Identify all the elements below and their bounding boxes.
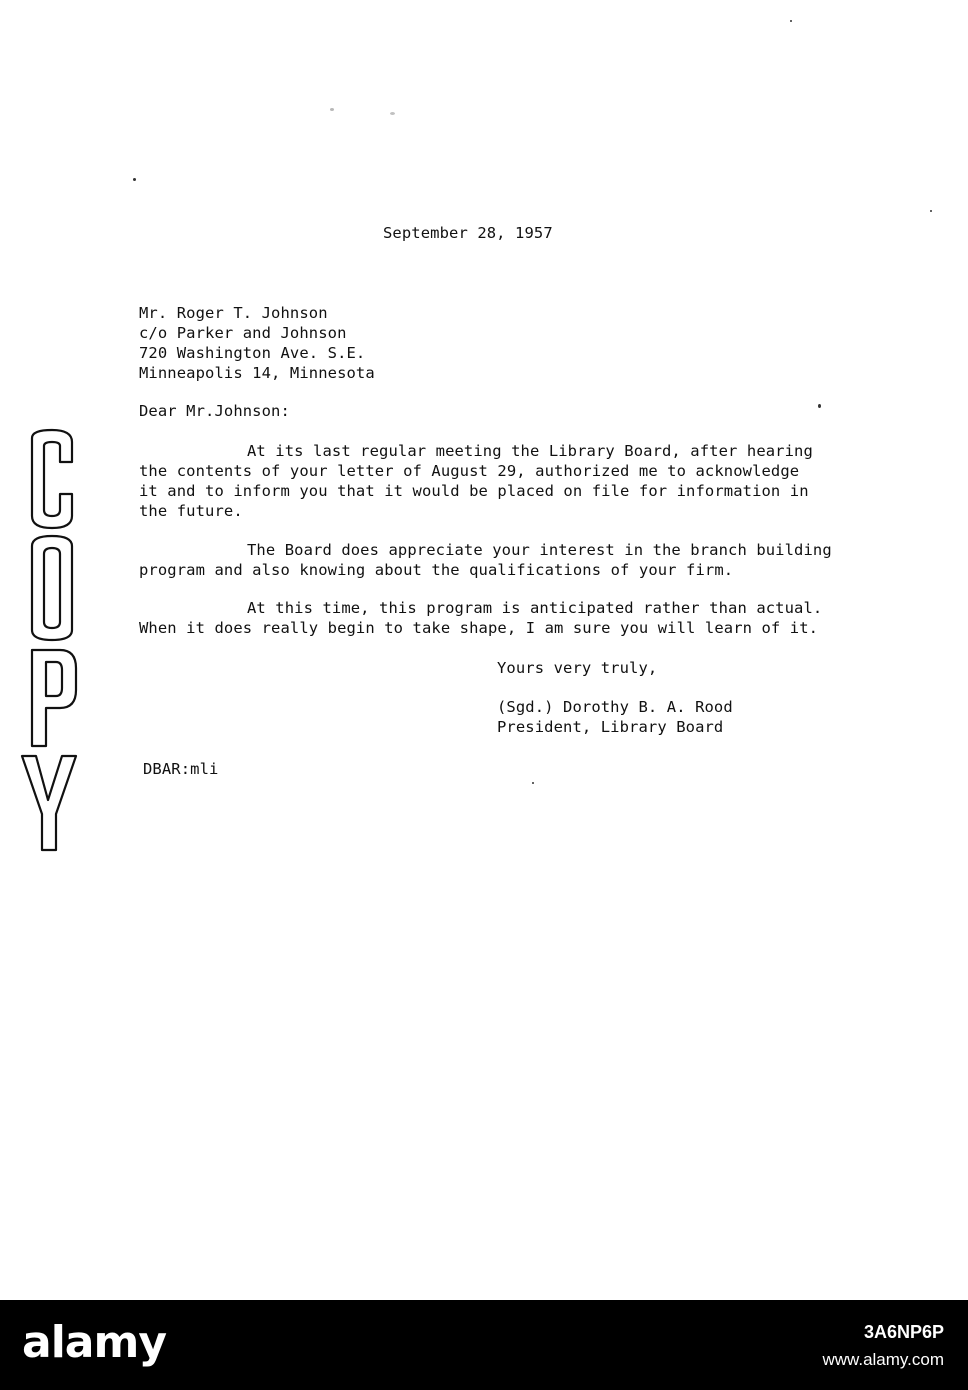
paragraph-line: At this time, this program is anticipated rather than actual. (247, 599, 823, 617)
reference-initials: DBAR:mli (143, 760, 219, 778)
closing: Yours very truly, (497, 659, 658, 677)
paragraph-1 (139, 441, 813, 521)
paragraph-line: it and to inform you that it would be placed on file for information in (139, 482, 809, 500)
scan-speck (390, 112, 395, 115)
paragraph-line: At its last regular meeting the Library Board, after hearing (247, 442, 813, 460)
signature-name: (Sgd.) Dorothy B. A. Rood (497, 698, 733, 716)
alamy-logo: alamy (22, 1317, 166, 1368)
site-url: www.alamy.com (822, 1350, 944, 1369)
signature-title: President, Library Board (497, 718, 724, 736)
letter-date: September 28, 1957 (383, 224, 553, 242)
recipient-name: Mr. Roger T. Johnson (139, 304, 328, 322)
copy-stamp (18, 428, 86, 856)
recipient-city: Minneapolis 14, Minnesota (139, 364, 375, 382)
stamp-letter-c (32, 430, 72, 528)
scan-speck (930, 210, 932, 212)
signature-block (497, 697, 733, 737)
salutation: Dear Mr.Johnson: (139, 402, 290, 420)
scan-speck (790, 20, 792, 22)
scan-speck (330, 108, 334, 111)
paragraph-line: The Board does appreciate your interest in the branch building (247, 541, 832, 559)
scan-speck (818, 404, 821, 408)
paragraph-3 (139, 598, 822, 638)
paragraph-2 (139, 540, 832, 580)
paragraph-line: When it does really begin to take shape, I am sure you will learn of it. (139, 619, 819, 637)
scan-speck (133, 178, 136, 181)
paragraph-line: the contents of your letter of August 29, authorized me to acknowledge (139, 462, 800, 480)
scan-speck (532, 782, 534, 784)
watermark-footer (0, 1300, 968, 1390)
stamp-letter-p (32, 650, 76, 746)
stamp-letter-o (32, 536, 72, 640)
stamp-letter-y (22, 756, 76, 850)
recipient-address (139, 303, 375, 383)
recipient-street: 720 Washington Ave. S.E. (139, 344, 366, 362)
paragraph-line: program and also knowing about the qualifications of your firm. (139, 561, 734, 579)
recipient-company: c/o Parker and Johnson (139, 324, 347, 342)
paragraph-line: the future. (139, 502, 243, 520)
image-id: 3A6NP6P (863, 1322, 944, 1342)
